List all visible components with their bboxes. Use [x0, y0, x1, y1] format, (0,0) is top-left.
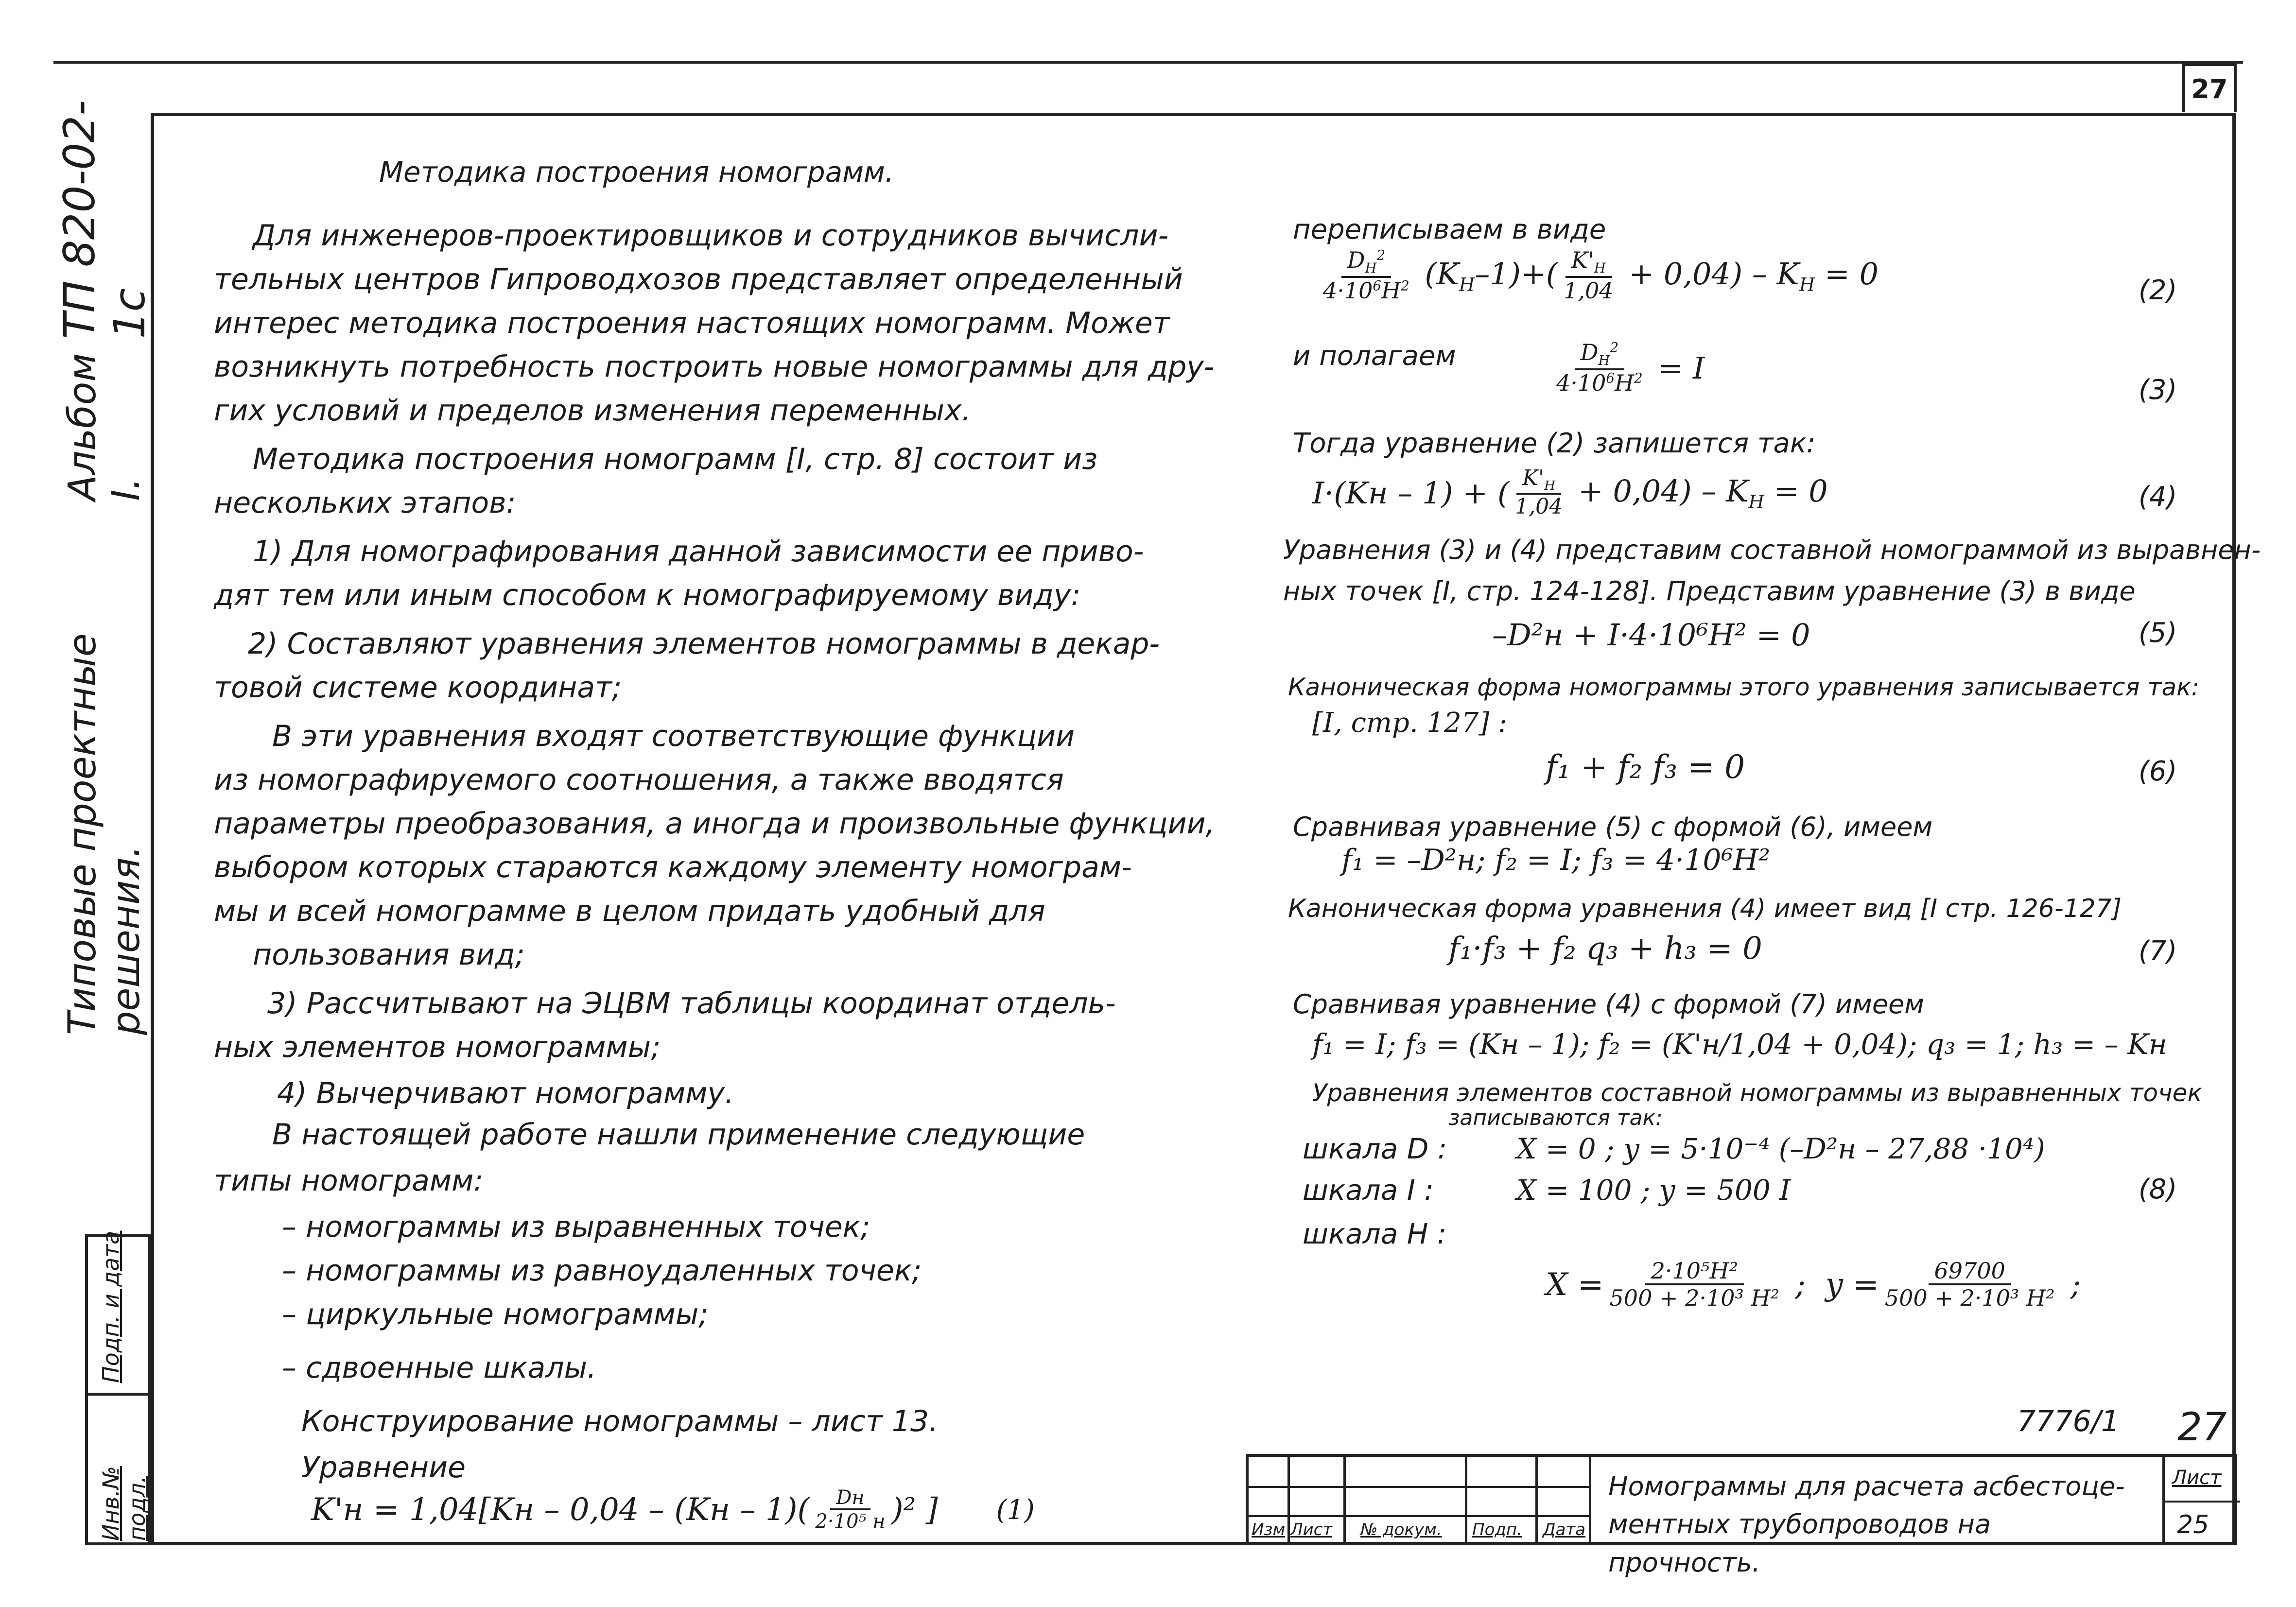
eq7-number: (7)	[2139, 935, 2177, 967]
stamp-col-sheet: Лист	[1290, 1520, 1333, 1539]
eqh-x-frac: $\frac{\text{2·10⁵H²}}{\text{500 + 2·10³ H²}}$	[1609, 1258, 1780, 1311]
right-text-line: ных точек [I, стр. 124-128]. Представим уравнение (3) в виде	[1283, 576, 2136, 606]
step1-line: дят тем или иным способом к номографируемому виду:	[214, 578, 1081, 612]
nomogram-type-item: – номограммы из выравненных точек;	[282, 1210, 870, 1244]
compare1-result: f₁ = –D²н; f₂ = I; f₃ = 4·10⁶H²	[1341, 843, 1771, 877]
side-title	[54, 83, 155, 1035]
eq5-number: (5)	[2139, 617, 2177, 649]
eq6-number: (6)	[2139, 756, 2177, 787]
nomogram-type-item: – номограммы из равноудаленных точек;	[282, 1254, 922, 1288]
equation-3: $\frac{D_H^2}{4\cdot 10^6H^2}$ = I	[1550, 340, 1705, 396]
para2-line: нескольких этапов:	[214, 486, 516, 520]
para4-line: типы номограмм:	[214, 1164, 484, 1198]
scale-d-label: шкала D :	[1303, 1132, 1447, 1165]
para3-line: параметры преобразования, а иногда и произвольные функции,	[214, 807, 1215, 841]
stamp-col-change: Изм	[1252, 1520, 1286, 1539]
side-label-signature: Подп. и дата	[98, 1230, 124, 1383]
para1-line: гих условий и пределов изменения переменных.	[214, 394, 971, 428]
stamp-col-doc: № докум.	[1360, 1520, 1442, 1539]
step4-line: 4) Вычерчивают номограмму.	[277, 1076, 734, 1110]
para3-line: В эти уравнения входят соответствующие функции	[272, 719, 1075, 753]
assume-text: и полагаем	[1293, 340, 1456, 372]
compare1-text: Сравнивая уравнение (5) с формой (6), имеем	[1293, 812, 1933, 842]
sheet-code: 7776/1	[2017, 1404, 2120, 1438]
eq3-number: (3)	[2139, 374, 2177, 406]
eq1-frac-den: 2·10⁵ н	[815, 1510, 886, 1533]
side-title-text: Типовые проектные решения.	[61, 633, 148, 1035]
step1-line: 1) Для номографирования данной зависимости ее приво-	[253, 535, 1144, 569]
stamp-col-signature: Подп.	[1472, 1520, 1522, 1539]
para3-line: мы и всей номограмме в целом придать удобный для	[214, 894, 1045, 928]
stamp-sheet-number: 25	[2177, 1510, 2209, 1539]
equation-2: $\frac{D_H^2}{4\cdot 10^6H^2}$ $(K_H-1)+$( $\frac{K'_H}{1,04}$ + $0,04) - K_H = 0$	[1317, 248, 1879, 303]
scales-text: Уравнения элементов составной номограммы из выравненных точек	[1312, 1079, 2202, 1107]
eq4-number: (4)	[2139, 481, 2177, 513]
step2-line: товой системе координат;	[214, 671, 622, 705]
side-box-divider	[88, 1393, 148, 1396]
para1-line: Для инженеров-проектировщиков и сотрудников вычисли-	[253, 219, 1169, 253]
para3-line: пользования вид;	[253, 938, 525, 972]
eq4-text: I·(Kн – 1) + (	[1312, 475, 1510, 511]
stamp-col-date: Дата	[1543, 1520, 1586, 1539]
scale-d-equation: X = 0 ; y = 5·10⁻⁴ (–D²н – 27,88 ·10⁴)	[1516, 1132, 2045, 1165]
nomogram-type-item: – сдвоенные шкалы.	[282, 1351, 597, 1385]
corner-page-number: 27	[2182, 63, 2237, 112]
eqh-y-frac: $\frac{69700}{\text{500 + 2·10³ H²}}$	[1884, 1258, 2055, 1311]
equation-label: Уравнение	[301, 1451, 466, 1485]
step3-line: 3) Рассчитывают на ЭЦВМ таблицы координат отдель-	[267, 986, 1116, 1020]
right-text-line: Уравнения (3) и (4) представим составной номограммой из выравнен-	[1283, 535, 2261, 565]
side-title-album: Альбом I.	[61, 353, 148, 501]
scale-i-equation: X = 100 ; y = 500 I	[1516, 1174, 1791, 1207]
equation-6: f₁ + f₂ f₃ = 0	[1546, 748, 1745, 786]
canonical-form-ref: [I, стр. 127] :	[1312, 707, 1507, 739]
signature-side-box	[85, 1230, 151, 1545]
heading: Методика построения номограмм.	[379, 156, 894, 189]
canonical-form-2: Каноническая форма уравнения (4) имеет вид [I стр. 126-127]	[1288, 894, 2122, 923]
eq2-frac-b: $\frac{K'_H}{1,04}$	[1564, 247, 1614, 304]
compare2-text: Сравнивая уравнение (4) с формой (7) имеем	[1293, 989, 1925, 1019]
para3-line: из номографируемого соотношения, а также вводятся	[214, 763, 1064, 797]
construct-line: Конструирование номограммы – лист 13.	[301, 1404, 939, 1438]
equation-5: –D²н + I·4·10⁶H² = 0	[1492, 617, 1810, 653]
scale-h-label: шкала H :	[1303, 1217, 1447, 1250]
para4-line: В настоящей работе нашли применение следующие	[272, 1118, 1085, 1152]
rewrite-text: переписываем в виде	[1293, 214, 1606, 245]
then-text: Тогда уравнение (2) запишется так:	[1293, 428, 1816, 459]
sheet-handwritten-number: 27	[2177, 1404, 2227, 1450]
para1-line: возникнуть потребность построить новые номограммы для дру-	[214, 350, 1215, 384]
eq1-frac-num: Dн	[830, 1487, 870, 1510]
stamp-sheet-label: Лист	[2172, 1467, 2222, 1489]
scale-i-label: шкала I :	[1303, 1174, 1434, 1207]
nomogram-type-item: – циркульные номограммы;	[282, 1297, 709, 1331]
equation-1	[311, 1487, 1035, 1533]
compare2-result: f₁ = I; f₃ = (Kн – 1); f₂ = (K'н/1,04 + 0,04); q₃ = 1; h₃ = – Kн	[1312, 1028, 2167, 1061]
title-block	[1246, 1454, 2237, 1578]
eq1-fraction	[809, 1487, 891, 1533]
side-label-inventory: Инв.№ подл.	[98, 1466, 150, 1541]
para1-line: тельных центров Гипроводхозов представляет определенный	[214, 262, 1183, 296]
canonical-form-text: Каноническая форма номограммы этого уравнения записывается так:	[1288, 673, 2200, 701]
para3-line: выбором которых стараются каждому элементу номограм-	[214, 850, 1132, 884]
side-title-code: ТП 820-02-1с	[54, 100, 155, 339]
stamp-title: Номограммы для расчета асбестоце-ментных трубопроводов на прочность.	[1608, 1471, 2125, 1578]
eq1-rhs: )² ]	[891, 1492, 938, 1528]
step3-line: ных элементов номограммы;	[214, 1030, 661, 1064]
para1-line: интерес методика построения настоящих номограмм. Может	[214, 306, 1170, 340]
equation-4: I·(Kн – 1) + ( $\frac{K'_H}{1,04}$ + $0,04) - K_H = 0$	[1312, 466, 1828, 519]
equation-7: f₁·f₃ + f₂ q₃ + h₃ = 0	[1448, 931, 1762, 967]
eq2-number: (2)	[2139, 275, 2177, 306]
para2-line: Методика построения номограмм [I, стр. 8] состоит из	[253, 442, 1098, 476]
eq1-number: (1)	[996, 1494, 1035, 1526]
eq4-frac: $\frac{K'_H}{1,04}$	[1515, 466, 1563, 519]
eq8-number: (8)	[2139, 1174, 2177, 1205]
eq1-lhs: K'н = 1,04[Kн – 0,04 – (Kн – 1)(	[311, 1492, 810, 1528]
scales-text-2: записываются так:	[1448, 1106, 1663, 1130]
equation-h: X = $\frac{\text{2·10⁵H²}}{\text{500 + 2·10³ H²}}$ ; y = $\frac{69700}{\text{500 + 2·10³ H²}}$ ;	[1546, 1258, 2081, 1311]
eq3-frac: $\frac{D_H^2}{4\cdot 10^6H^2}$	[1556, 339, 1643, 396]
eq2-frac-a: $\frac{D_H^2}{4\cdot 10^6H^2}$	[1323, 247, 1409, 304]
step2-line: 2) Составляют уравнения элементов номограммы в декар-	[248, 627, 1160, 661]
